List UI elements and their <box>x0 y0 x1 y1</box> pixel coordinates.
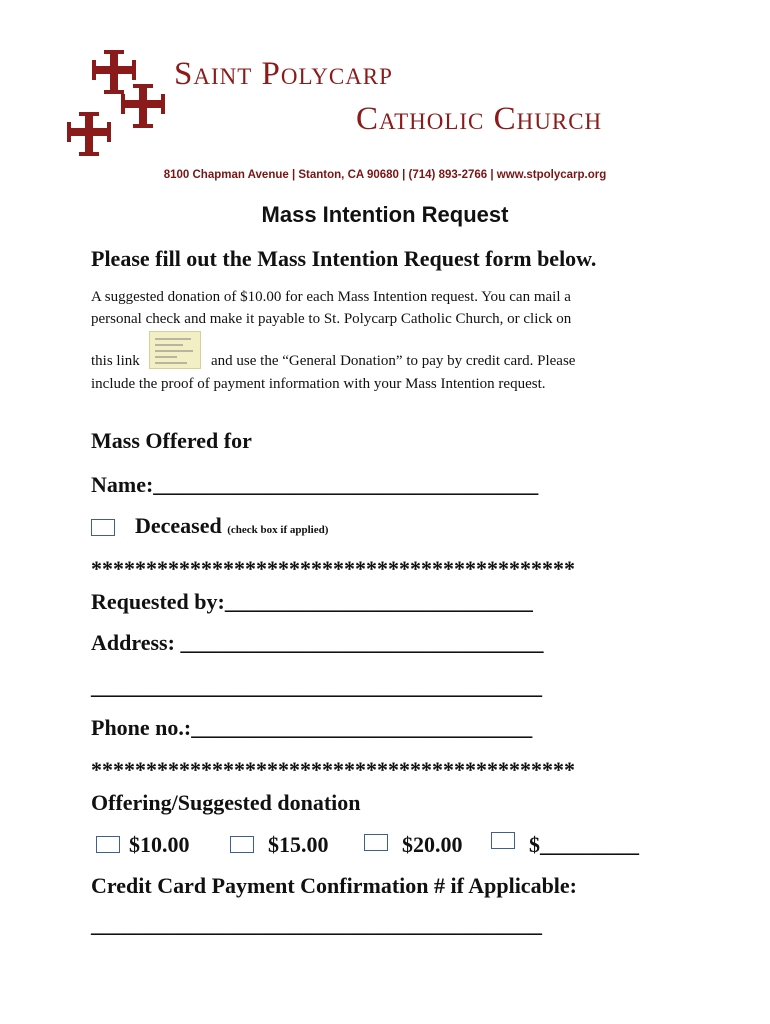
amount-15-checkbox[interactable] <box>230 836 254 853</box>
credit-card-heading: Credit Card Payment Confirmation # if Applicable: <box>91 873 578 898</box>
deceased-checkbox[interactable] <box>91 519 115 536</box>
form-subtitle: Please fill out the Mass Intention Request form below. <box>91 246 597 271</box>
deceased-note: (check box if applied) <box>227 524 329 536</box>
address-field[interactable]: Address: _________________________________ <box>91 630 544 655</box>
amount-20-label: $20.00 <box>402 832 463 857</box>
credit-card-confirmation-field[interactable]: _________________________________________ <box>91 912 542 937</box>
separator-stars: ******************************************** <box>91 757 575 782</box>
church-name-line1: Saint Polycarp <box>174 56 393 92</box>
amount-other-field[interactable]: $_________ <box>529 832 639 857</box>
separator-stars: ******************************************** <box>91 556 575 581</box>
cross-icon <box>121 84 165 128</box>
phone-field[interactable]: Phone no.:_______________________________ <box>91 715 533 740</box>
amount-10-checkbox[interactable] <box>96 836 120 853</box>
amount-10-label: $10.00 <box>129 832 190 857</box>
amount-other-checkbox[interactable] <box>491 832 515 849</box>
instructions-line3-end: and use the “General Donation” to pay by credit card. Please <box>211 353 576 369</box>
donation-link-thumbnail[interactable] <box>149 331 201 369</box>
offering-heading: Offering/Suggested donation <box>91 790 361 815</box>
amount-15-label: $15.00 <box>268 832 329 857</box>
requested-by-field[interactable]: Requested by:____________________________ <box>91 589 533 614</box>
instructions-line4: include the proof of payment information with your Mass Intention request. <box>91 376 546 392</box>
amount-20-checkbox[interactable] <box>364 834 388 851</box>
church-name-line2: Catholic Church <box>356 101 603 137</box>
deceased-label: Deceased (check box if applied) <box>135 513 329 538</box>
cross-icon <box>67 112 111 156</box>
instructions-line2: personal check and make it payable to St. Polycarp Catholic Church, or click on <box>91 311 572 327</box>
instructions-line3-start: this link <box>91 353 140 369</box>
mass-offered-for-heading: Mass Offered for <box>91 428 252 453</box>
church-address: 8100 Chapman Avenue | Stanton, CA 90680 | (714) 893-2766 | www.stpolycarp.org <box>163 169 607 181</box>
name-field[interactable]: Name:___________________________________ <box>91 472 539 497</box>
form-title: Mass Intention Request <box>261 202 509 227</box>
address-line2-field[interactable]: _________________________________________ <box>91 674 542 699</box>
instructions-line1: A suggested donation of $10.00 for each Mass Intention request. You can mail a <box>91 289 571 305</box>
